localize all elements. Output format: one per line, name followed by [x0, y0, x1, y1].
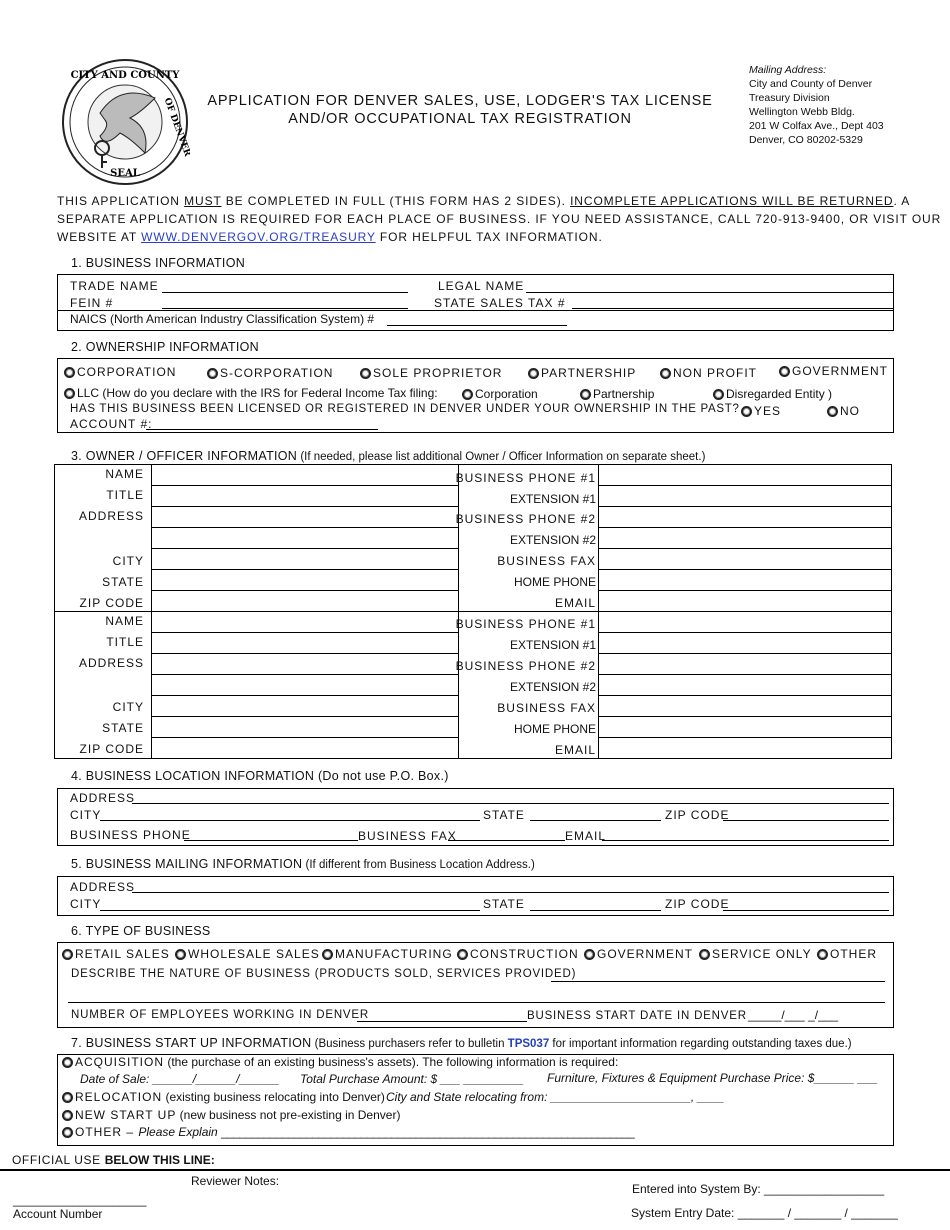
- type-government[interactable]: [584, 947, 693, 961]
- radio-icon: [462, 389, 473, 400]
- fein-label: FEIN #: [70, 296, 114, 310]
- mailing-zip-field[interactable]: [723, 910, 889, 911]
- owner1-address-field[interactable]: [152, 507, 459, 528]
- official-title-part: BELOW THIS LINE:: [104, 1153, 215, 1167]
- radio-icon: [62, 1092, 73, 1103]
- option-label: GOVERNMENT: [792, 364, 889, 378]
- licensed-yes[interactable]: [741, 404, 781, 418]
- entered-by-field[interactable]: Entered into System By: __________________: [632, 1182, 885, 1196]
- type-retail-sales[interactable]: [62, 947, 170, 961]
- mailing-address-label: ADDRESS: [70, 880, 136, 894]
- intro-text-part: FOR HELPFUL TAX INFORMATION.: [375, 230, 603, 244]
- type-other[interactable]: [817, 947, 877, 961]
- describe-field-line2[interactable]: [68, 1002, 885, 1003]
- radio-icon: [584, 949, 595, 960]
- option-label: PARTNERSHIP: [541, 366, 637, 380]
- owner1-email-label: EMAIL: [554, 596, 596, 610]
- mailing-city-label: CITY: [70, 897, 102, 911]
- location-email-label: EMAIL: [565, 829, 607, 843]
- owner1-fax-field[interactable]: [599, 549, 892, 570]
- owner1-address-label: ADDRESS: [78, 509, 144, 523]
- section7-note: for important information regarding outstanding taxes due.): [549, 1038, 852, 1050]
- owner2-address-field[interactable]: [152, 654, 459, 675]
- legal-name-field[interactable]: [526, 292, 893, 293]
- intro-must: MUST: [184, 194, 222, 208]
- owner2-ext2-label: EXTENSION #2: [509, 680, 596, 694]
- option-desc: (new business not pre-existing in Denver): [176, 1108, 401, 1122]
- ownership-s-corporation[interactable]: [207, 366, 333, 380]
- owner2-phone1-label: BUSINESS PHONE #1: [455, 617, 596, 631]
- owner1-zip-field[interactable]: [152, 591, 459, 612]
- intro-text: [57, 192, 941, 246]
- option-label: OTHER –: [75, 1125, 139, 1139]
- owner2-state-label: STATE: [102, 721, 144, 735]
- owner2-city-field[interactable]: [152, 696, 459, 717]
- official-use-title: [12, 1153, 215, 1167]
- employees-field[interactable]: [357, 1021, 527, 1022]
- account-field[interactable]: [146, 429, 378, 430]
- intro-warning: INCOMPLETE APPLICATIONS WILL BE RETURNED: [570, 194, 894, 208]
- section3-title: [71, 449, 705, 463]
- startup-new-start-up[interactable]: [62, 1108, 400, 1122]
- ffe-price-field[interactable]: Furniture, Fixtures & Equipment Purchase Price: $______ ___: [547, 1071, 878, 1085]
- option-label: NO: [840, 404, 860, 418]
- owner2-phone2-label: BUSINESS PHONE #2: [455, 659, 596, 673]
- owner1-ext1-label: EXTENSION #1: [509, 492, 596, 506]
- option-label: LLC (How do you declare with the IRS for Federal Income Tax filing:: [77, 386, 438, 400]
- owner1-phone2-field[interactable]: [599, 507, 892, 528]
- ownership-government[interactable]: [779, 364, 888, 378]
- owner2-left-fields: [151, 611, 459, 759]
- owner1-city-label: CITY: [112, 554, 144, 568]
- owner1-ext1-field[interactable]: [599, 486, 892, 507]
- treasury-website-link[interactable]: WWW.DENVERGOV.ORG/TREASURY: [141, 230, 376, 244]
- mailing-line: City and County of Denver: [749, 78, 873, 90]
- official-title-part: OFFICIAL USE: [12, 1153, 105, 1167]
- mailing-address: [749, 63, 884, 147]
- radio-icon: [457, 949, 468, 960]
- intro-text-part: . A: [893, 194, 911, 208]
- ownership-sole-proprietor[interactable]: [360, 366, 502, 380]
- section5-title-text: 5. BUSINESS MAILING INFORMATION: [71, 857, 303, 871]
- location-email-field[interactable]: [602, 840, 889, 841]
- llc-disregarded-entity[interactable]: [713, 387, 832, 401]
- describe-label: DESCRIBE THE NATURE OF BUSINESS (PRODUCTS SOLD, SERVICES PROVIDED): [71, 968, 577, 980]
- location-address-field[interactable]: [132, 803, 889, 804]
- type-wholesale-sales[interactable]: [175, 947, 320, 961]
- location-zip-label: ZIP CODE: [665, 808, 730, 822]
- owner1-zip-label: ZIP CODE: [79, 596, 144, 610]
- radio-icon: [713, 389, 724, 400]
- intro-text-part: THIS APPLICATION: [57, 194, 185, 208]
- option-label: SOLE PROPRIETOR: [373, 366, 503, 380]
- owner1-ext2-field[interactable]: [599, 528, 892, 549]
- owner1-home-phone-field[interactable]: [599, 570, 892, 591]
- radio-icon: [207, 368, 218, 379]
- state-sales-tax-label: STATE SALES TAX #: [434, 296, 566, 310]
- owner2-city-label: CITY: [112, 700, 144, 714]
- owner2-title-label: TITLE: [106, 635, 144, 649]
- mailing-state-field[interactable]: [530, 910, 661, 911]
- option-label: MANUFACTURING: [335, 947, 453, 961]
- ownership-llc[interactable]: [64, 386, 438, 400]
- tps037-link[interactable]: TPS037: [507, 1038, 550, 1050]
- option-label: ACQUISITION: [75, 1055, 165, 1069]
- owner2-fax-label: BUSINESS FAX: [497, 701, 596, 715]
- account-label: ACCOUNT #:: [70, 417, 153, 431]
- naics-label: NAICS (North American Industry Classification System) #: [70, 312, 375, 326]
- owner2-home-phone-field[interactable]: [599, 717, 892, 738]
- option-label: NON PROFIT: [673, 366, 757, 380]
- section3-title-text: 3. OWNER / OFFICER INFORMATION: [71, 449, 298, 463]
- section2-title: 2. OWNERSHIP INFORMATION: [71, 340, 259, 354]
- owner2-phone2-field[interactable]: [599, 654, 892, 675]
- option-label: SERVICE ONLY: [712, 947, 812, 961]
- legal-name-label: LEGAL NAME: [438, 279, 525, 293]
- svg-text:OF DENVER: OF DENVER: [161, 96, 190, 158]
- trade-name-field[interactable]: [162, 292, 408, 293]
- official-use-divider: [0, 1169, 950, 1171]
- option-desc: Please Explain: [138, 1125, 222, 1139]
- describe-field[interactable]: [551, 981, 885, 982]
- section5-note: (If different from Business Location Address.): [302, 859, 535, 871]
- ownership-corporation[interactable]: [64, 365, 176, 379]
- owner2-right-fields: [598, 611, 892, 759]
- section7-note: (Business purchasers refer to bulletin: [311, 1038, 508, 1050]
- intro-text-part: WEBSITE AT: [57, 230, 142, 244]
- section5-title: [71, 857, 535, 871]
- other-explain-field[interactable]: ____________________________________________________________________: [221, 1125, 635, 1139]
- radio-icon: [62, 1110, 73, 1121]
- option-label: OTHER: [830, 947, 877, 961]
- radio-icon: [580, 389, 591, 400]
- owner1-state-label: STATE: [102, 575, 144, 589]
- location-zip-field[interactable]: [723, 820, 889, 821]
- mailing-line: Treasury Division: [749, 92, 830, 104]
- owner2-address-label: ADDRESS: [78, 656, 144, 670]
- startup-acquisition[interactable]: [62, 1055, 618, 1069]
- owner2-home-phone-label: HOME PHONE: [513, 722, 596, 736]
- start-date-field[interactable]: _____/___ _/___: [748, 1008, 839, 1022]
- naics-field[interactable]: [387, 325, 567, 326]
- owner1-right-fields: [598, 464, 892, 612]
- owner1-name-field[interactable]: [152, 465, 459, 486]
- svg-text:CITY AND COUNTY: CITY AND COUNTY: [70, 70, 180, 81]
- location-fax-label: BUSINESS FAX: [358, 829, 457, 843]
- owner1-home-phone-label: HOME PHONE: [513, 575, 596, 589]
- radio-icon: [62, 1127, 73, 1138]
- radio-icon: [62, 1057, 73, 1068]
- option-label: NEW START UP: [75, 1108, 177, 1122]
- mailing-zip-label: ZIP CODE: [665, 897, 730, 911]
- radio-icon: [175, 949, 186, 960]
- total-purchase-field[interactable]: Total Purchase Amount: $ ___ _________: [300, 1072, 524, 1086]
- owner2-ext1-label: EXTENSION #1: [509, 638, 596, 652]
- option-label: Disregarded Entity ): [726, 387, 833, 401]
- location-state-field[interactable]: [530, 820, 661, 821]
- owner2-address2-field[interactable]: [152, 675, 459, 696]
- owner1-left-fields: [151, 464, 459, 612]
- licensed-question: HAS THIS BUSINESS BEEN LICENSED OR REGISTERED IN DENVER UNDER YOUR OWNERSHIP IN THE PAST?: [70, 403, 740, 415]
- ownership-partnership[interactable]: [528, 366, 636, 380]
- option-label: GOVERNMENT: [597, 947, 694, 961]
- radio-icon: [817, 949, 828, 960]
- system-entry-date-field[interactable]: System Entry Date: _______ / _______ / _______: [631, 1206, 898, 1220]
- startup-relocation[interactable]: [62, 1090, 385, 1104]
- intro-line2: SEPARATE APPLICATION IS REQUIRED FOR EACH PLACE OF BUSINESS. IF YOU NEED ASSISTANCE, CALL 720-913-9400, OR VISIT OUR: [57, 212, 942, 226]
- section3-note: (If needed, please list additional Owner / Officer Information on separate sheet.): [297, 451, 706, 463]
- option-label: CORPORATION: [77, 365, 177, 379]
- form-title-line1: APPLICATION FOR DENVER SALES, USE, LODGER'S TAX LICENSE: [207, 93, 713, 109]
- owner2-fax-field[interactable]: [599, 696, 892, 717]
- owner1-fax-label: BUSINESS FAX: [497, 554, 596, 568]
- owner1-title-field[interactable]: [152, 486, 459, 507]
- type-construction[interactable]: [457, 947, 579, 961]
- mailing-city-field[interactable]: [100, 910, 480, 911]
- section7-title-text: 7. BUSINESS START UP INFORMATION: [71, 1036, 312, 1050]
- owner2-ext1-field[interactable]: [599, 633, 892, 654]
- radio-icon: [360, 368, 371, 379]
- location-phone-label: BUSINESS PHONE: [70, 828, 191, 842]
- radio-icon: [322, 949, 333, 960]
- ownership-non-profit[interactable]: [660, 366, 757, 380]
- owner1-phone2-label: BUSINESS PHONE #2: [455, 512, 596, 526]
- radio-icon: [62, 949, 73, 960]
- owner2-phone1-field[interactable]: [599, 612, 892, 633]
- svg-text:SEAL: SEAL: [110, 168, 140, 179]
- form-title-line2: AND/OR OCCUPATIONAL TAX REGISTRATION: [288, 111, 632, 127]
- owner1-title-label: TITLE: [106, 488, 144, 502]
- location-fax-field[interactable]: [448, 840, 565, 841]
- option-label: Partnership: [593, 387, 655, 401]
- form-title: [200, 92, 720, 128]
- fein-field[interactable]: [162, 308, 408, 309]
- owner1-email-field[interactable]: [599, 591, 892, 612]
- licensed-no[interactable]: [827, 404, 860, 418]
- radio-icon: [64, 367, 75, 378]
- section6-title: 6. TYPE OF BUSINESS: [71, 924, 211, 938]
- option-label: WHOLESALE SALES: [188, 947, 320, 961]
- radio-icon: [64, 388, 75, 399]
- owner1-city-field[interactable]: [152, 549, 459, 570]
- trade-name-label: TRADE NAME: [70, 279, 159, 293]
- type-service-only[interactable]: [699, 947, 812, 961]
- type-manufacturing[interactable]: [322, 947, 453, 961]
- account-number-field[interactable]: ____________________: [13, 1193, 147, 1207]
- llc-partnership[interactable]: [580, 387, 654, 401]
- city-seal: [60, 58, 190, 186]
- owner1-phone1-field[interactable]: [599, 465, 892, 486]
- location-address-label: ADDRESS: [70, 791, 136, 805]
- owner1-name-label: NAME: [105, 467, 144, 481]
- mailing-line: 201 W Colfax Ave., Dept 403: [749, 120, 884, 132]
- relocating-from-field[interactable]: City and State relocating from: _____________________, ____: [386, 1090, 725, 1104]
- radio-icon: [827, 406, 838, 417]
- radio-icon: [779, 366, 790, 377]
- option-desc: (existing business relocating into Denver): [162, 1090, 385, 1104]
- account-number-label: Account Number: [13, 1207, 103, 1221]
- mailing-label: Mailing Address:: [749, 64, 827, 76]
- owner2-zip-label: ZIP CODE: [79, 742, 144, 756]
- option-label: RETAIL SALES: [75, 947, 170, 961]
- intro-text-part: BE COMPLETED IN FULL (THIS FORM HAS 2 SIDES).: [221, 194, 571, 208]
- mailing-address-field[interactable]: [132, 892, 889, 893]
- owner2-email-label: EMAIL: [554, 743, 596, 757]
- owner2-email-field[interactable]: [599, 738, 892, 759]
- mailing-line: Denver, CO 80202-5329: [749, 134, 863, 146]
- employees-label: NUMBER OF EMPLOYEES WORKING IN DENVER: [71, 1009, 369, 1021]
- location-city-field[interactable]: [100, 820, 480, 821]
- owner1-ext2-label: EXTENSION #2: [509, 533, 596, 547]
- option-label: RELOCATION: [75, 1090, 163, 1104]
- owner2-title-field[interactable]: [152, 633, 459, 654]
- location-phone-field[interactable]: [184, 840, 358, 841]
- state-sales-tax-field[interactable]: [572, 308, 893, 309]
- option-desc: (the purchase of an existing business's assets). The following information is required:: [164, 1055, 619, 1069]
- option-label: S-CORPORATION: [220, 366, 334, 380]
- section4-title: 4. BUSINESS LOCATION INFORMATION (Do not use P.O. Box.): [71, 769, 449, 783]
- owner1-phone1-label: BUSINESS PHONE #1: [455, 471, 596, 485]
- radio-icon: [528, 368, 539, 379]
- date-of-sale-field[interactable]: Date of Sale: ______/______/______: [80, 1072, 280, 1086]
- owner2-name-field[interactable]: [152, 612, 459, 633]
- llc-corporation[interactable]: [462, 387, 538, 401]
- option-label: CONSTRUCTION: [470, 947, 579, 961]
- location-city-label: CITY: [70, 808, 102, 822]
- section1-title: 1. BUSINESS INFORMATION: [71, 256, 246, 270]
- radio-icon: [699, 949, 710, 960]
- owner1-address2-field[interactable]: [152, 528, 459, 549]
- radio-icon: [741, 406, 752, 417]
- owner2-name-label: NAME: [105, 614, 144, 628]
- option-label: Corporation: [475, 387, 538, 401]
- owner2-zip-field[interactable]: [152, 738, 459, 759]
- owner2-ext2-field[interactable]: [599, 675, 892, 696]
- mailing-line: Wellington Webb Bldg.: [749, 106, 855, 118]
- mailing-state-label: STATE: [483, 897, 525, 911]
- owner1-state-field[interactable]: [152, 570, 459, 591]
- startup-other[interactable]: [62, 1125, 634, 1139]
- option-label: YES: [754, 404, 782, 418]
- reviewer-notes-label: Reviewer Notes:: [191, 1174, 280, 1188]
- radio-icon: [660, 368, 671, 379]
- start-date-label: BUSINESS START DATE IN DENVER: [527, 1010, 747, 1022]
- owner2-state-field[interactable]: [152, 717, 459, 738]
- location-state-label: STATE: [483, 808, 525, 822]
- section7-title: [71, 1036, 852, 1050]
